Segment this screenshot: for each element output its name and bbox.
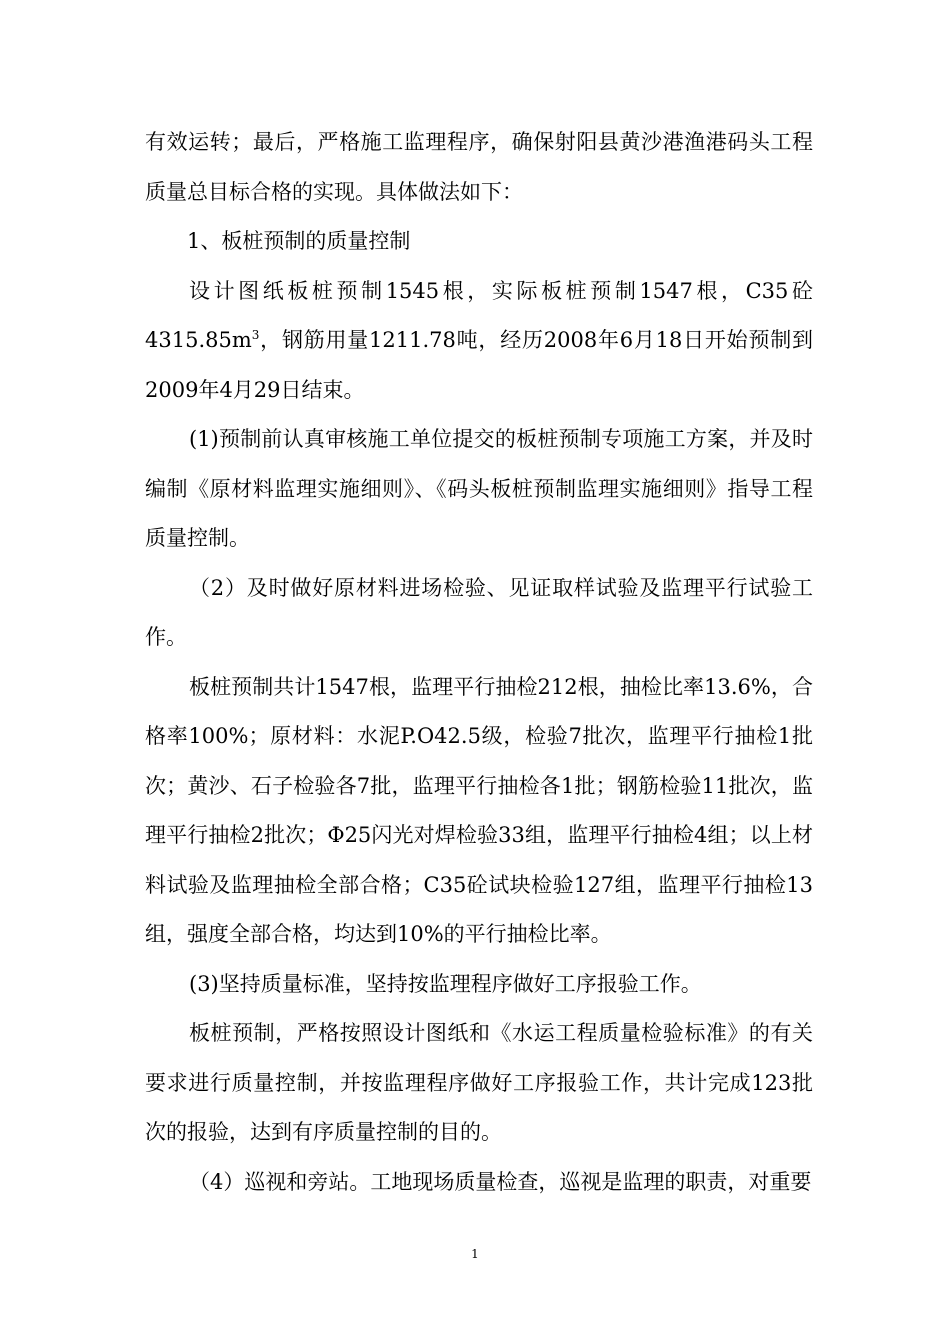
quantities-text: 设计图纸板桩预制1545根，实际板桩预制1547根，C35砼4315.85m [145, 278, 813, 352]
paragraph-item-3: (3)坚持质量标准，坚持按监理程序做好工序报验工作。 [189, 971, 702, 996]
paragraph-item-4: （4）巡视和旁站。工地现场质量检查，巡视是监理的职责，对重要 [189, 1169, 812, 1194]
paragraph-quantities [145, 267, 813, 416]
page-number: 1 [471, 1247, 479, 1261]
paragraph-item-1: (1)预制前认真审核施工单位提交的板桩预制专项施工方案，并及时编制《原材料监理实施细则》、《码头板桩预制监理实施细则》指导工程质量控制。 [145, 427, 813, 550]
paragraph-inspection: 板桩预制，严格按照设计图纸和《水运工程质量检验标准》的有关要求进行质量控制，并按监理程序做好工序报验工作，共计完成123批次的报验，达到有序质量控制的目的。 [145, 1021, 813, 1144]
paragraph-testing: 板桩预制共计1547根，监理平行抽检212根，抽检比率13.6%，合格率100%；原材料：水泥P.O42.5级，检验7批次，监理平行抽检1批次；黄沙、石子检验各7批，监理平行抽检各1批；钢筋检验11批次，监理平行抽检2批次；Φ25闪光对焊检验33组，监理平行抽检4组；以上材料试验及监理抽检全部合格；C35砼试块检验127组，监理平行抽检13组，强度全部合格，均达到10%的平行抽检比率。 [145, 674, 813, 946]
body-text [145, 118, 813, 1207]
paragraph-intro: 有效运转；最后，严格施工监理程序，确保射阳县黄沙港渔港码头工程质量总目标合格的实现。具体做法如下： [145, 130, 813, 204]
cubic-superscript: 3 [251, 328, 260, 342]
section-heading: 1、板桩预制的质量控制 [187, 229, 411, 253]
paragraph-item-2: （2）及时做好原材料进场检验、见证取样试验及监理平行试验工作。 [145, 575, 813, 649]
quantities-text-cont: ，钢筋用量1211.78吨，经历2008年6月18日开始预制到2009年4月29日结束。 [145, 328, 813, 402]
